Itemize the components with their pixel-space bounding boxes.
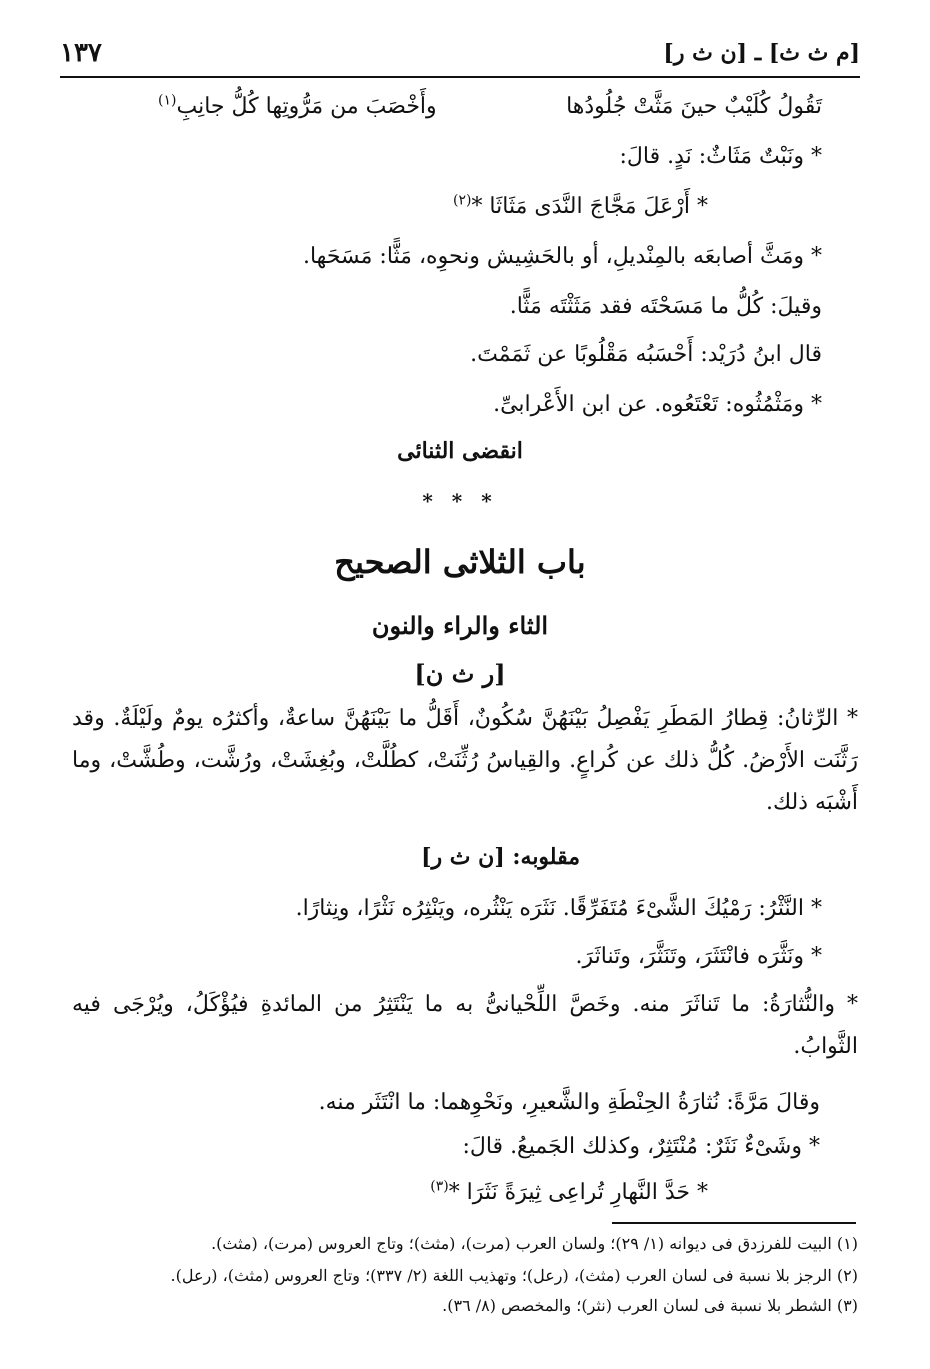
- poetry-line: [430, 1178, 708, 1208]
- text-line: وقيلَ: كُلُّ ما مَسَحْتَه فقد مَثَثْتَه مَثًّا.: [509, 294, 822, 319]
- poetry-line: [453, 192, 708, 222]
- text-line: قال ابنُ دُرَيْد: أَحْسَبُه مَقْلُوبًا عن ثَمَمْتَ.: [470, 342, 822, 367]
- verse-second-hemistich: [158, 92, 437, 122]
- section-end-heading: انقضى الثنائى: [397, 438, 523, 464]
- footnote-rule: [612, 1222, 856, 1224]
- page-number: ١٣٧: [60, 38, 102, 68]
- text-line: * ومَثْمُثُوه: تَعْتَعُوه. عن ابن الأَعْرابىِّ.: [493, 392, 822, 417]
- verse-second-hemistich-text: وأَخْصَبَ من مَرُّوتِها كُلُّ جانِبِ: [176, 94, 437, 119]
- text-line: * النَّثْرُ: رَمْيُكَ الشَّىْءَ مُتَفَرِّقًا. نَثَرَه يَنْثُره، ويَنْثِرُه نَثْرًا، ونِثارًا.: [295, 896, 822, 921]
- footnote: (١) البيت للفرزدق فى ديوانه (١/ ٢٩)؛ ولسان العرب (مرت)، (مثث)؛ وتاج العروس (مرت)، (مثث).: [211, 1234, 858, 1253]
- footnote: (٣) الشطر بلا نسبة فى لسان العرب (نثر)؛ والمخصص (٨/ ٣٦).: [442, 1296, 858, 1315]
- page-header: [60, 36, 860, 76]
- section-title: الثاء والراء والنون: [371, 611, 549, 640]
- separator-stars: * * *: [422, 489, 498, 513]
- footnote: (٢) الرجز بلا نسبة فى لسان العرب (مثث)، (رعل)؛ وتهذيب اللغة (٢/ ٣٣٧)؛ وتاج العروس (مثث)، (رعل).: [170, 1266, 858, 1285]
- footnote-ref-1: (١): [158, 92, 177, 109]
- verse-first-hemistich-text: تَقُولُ كُلَيْبٌ حينَ مَثَّتْ جُلُودُها: [566, 94, 822, 119]
- running-head: [م ث ث] ـ [ن ث ر]: [663, 40, 860, 66]
- footnote-ref-3: (٣): [430, 1178, 449, 1195]
- poetry-line-text: * حَدَّ النَّهارِ تُراعِى ثِيرَةً نَثَرَا *: [448, 1180, 708, 1205]
- chapter-title: باب الثلاثى الصحيح: [334, 543, 586, 581]
- verse-first-hemistich: [566, 92, 822, 122]
- poetry-line-text: * أَرْعَلَ مَجَّاجَ النَّدَى مَثَاثَا *: [471, 194, 708, 219]
- text-line: * ومَثَّ أصابعَه بالمِنْديلِ، أو بالحَشِيش ونحوِه، مَثًّا: مَسَحَها.: [302, 244, 822, 269]
- header-rule: [60, 76, 860, 78]
- paragraph: * والنُّثارَةُ: ما تَناثَرَ منه. وخَصَّ اللِّحْيانىُّ به ما يَنْتَثِرُ من المائدةِ فيُؤْكَلُ، ويُرْجَى فيه الثَّوابُ.: [72, 992, 858, 1059]
- paragraph: * الرِّثانُ: قِطارُ المَطَرِ يَفْصِلُ بَيْنَهُنَّ سُكُونٌ، أَقَلُّ ما بَيْنَهُنَّ ساعةٌ، وأكثرُه يومٌ ولَيْلَةٌ. وقد رَثَّنَت الأَرْضُ. كُلُّ ذلك عن كُراعٍ. والقِياسُ رُثِّنَتْ، كطُلَّتْ، وبُغِشَتْ، ورُشَّت، وطُشَّتْ، وما أَشْبَه ذلك.: [72, 706, 858, 815]
- root-heading: [ر ث ن]: [414, 659, 506, 688]
- root-heading-inverted: مقلوبه: [ن ث ر]: [421, 844, 580, 870]
- text-line: وقالَ مَرَّةً: نُثارَةُ الحِنْطَةِ والشَّعيرِ، ونَحْوِهما: ما انْتَثَر منه.: [318, 1090, 820, 1115]
- text-line: * وشَىْءٌ نَثَرٌ: مُنْتَثِرٌ، وكذلك الجَميعُ. قالَ:: [462, 1134, 820, 1159]
- text-line: * ونَثَّرَه فانْتَثَرَ، وتَنَثَّرَ، وتَناثَرَ.: [575, 944, 822, 969]
- text-line: * ونَبْتٌ مَثَاثٌ: نَدٍ. قالَ:: [619, 144, 822, 169]
- footnote-ref-2: (٢): [452, 192, 472, 209]
